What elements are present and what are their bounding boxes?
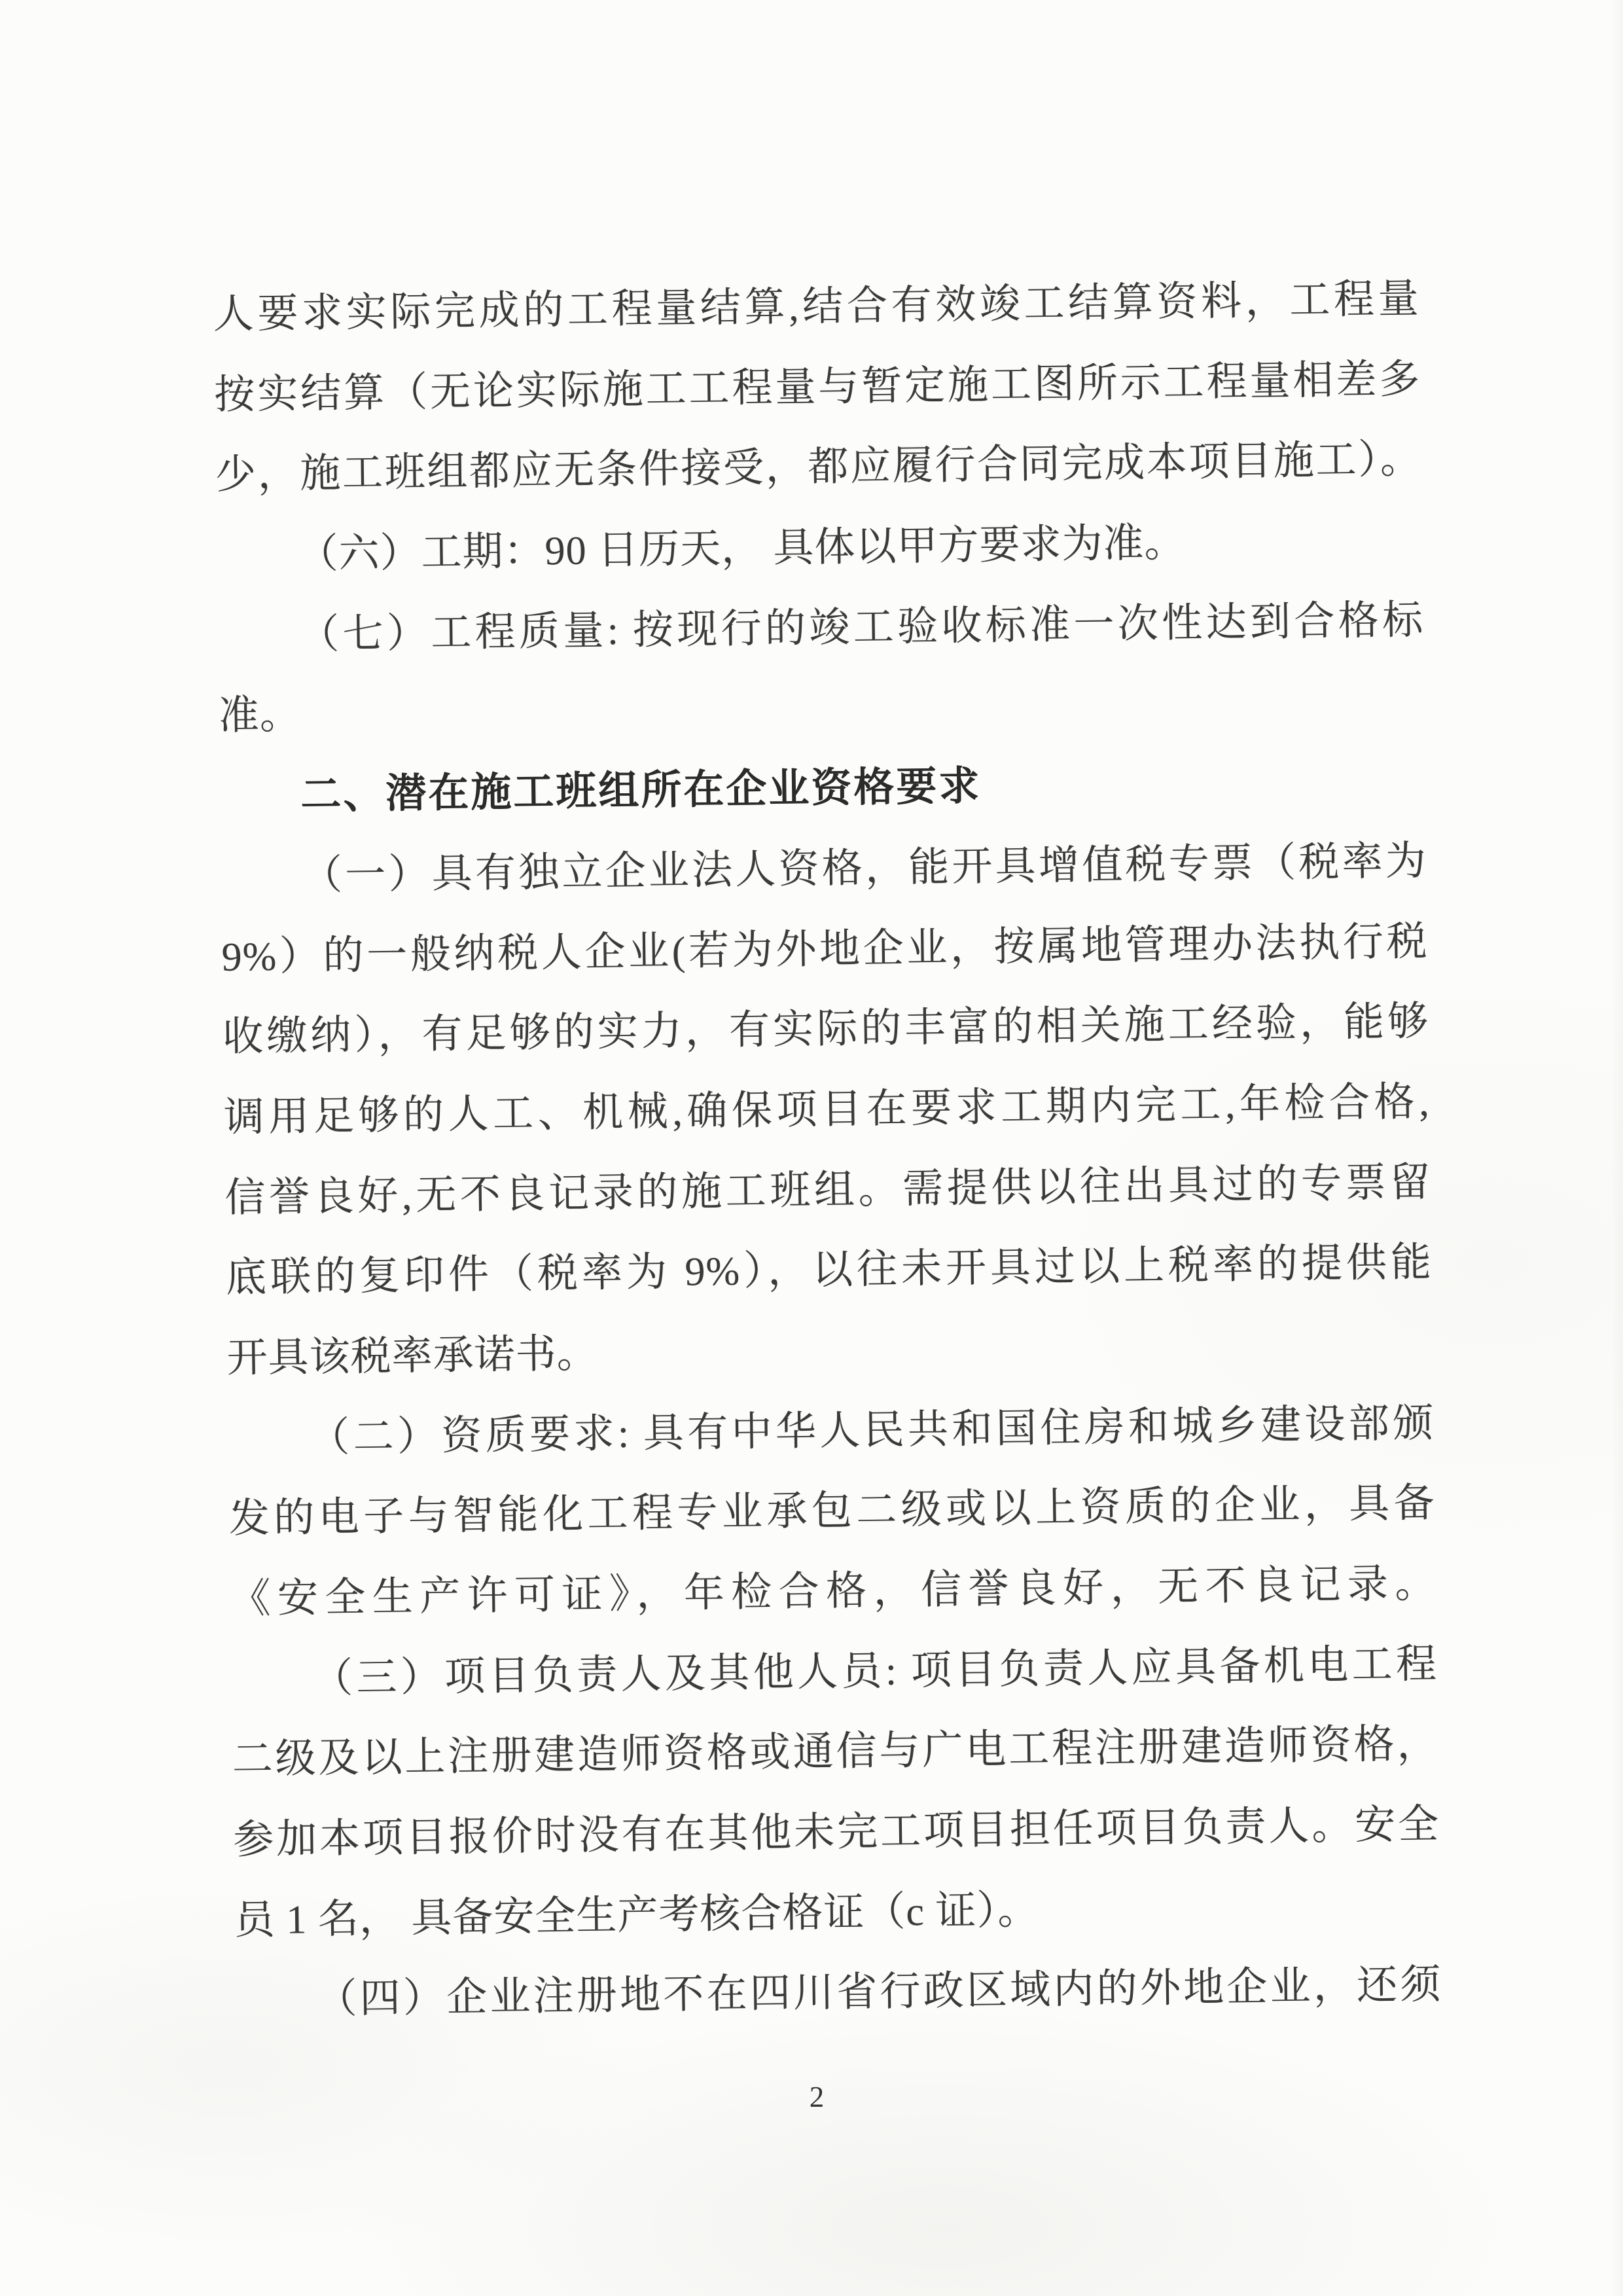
text-line: （七）工程质量: 按现行的竣工验收标准一次性达到合格标 [298,598,1424,658]
text-line: 二、潜在施工班组所在企业资格要求 [300,763,982,818]
text-line: （四）企业注册地不在四川省行政区域内的外地企业，还须 [316,1963,1442,2022]
text-line: 调用足够的人工、机械,确保项目在要求工期内完工,年检合格, [223,1079,1431,1140]
text-line: （三）项目负责人及其他人员: 项目负责人应具备机电工程 [312,1641,1438,1701]
text-line: 员 1 名， 具备安全生产考核合格证（c 证）。 [234,1888,1039,1943]
text-line: 人要求实际完成的工程量结算,结合有效竣工结算资料，工程量 [213,276,1420,337]
text-line: 少，施工班组都应无条件接受，都应履行合同完成本项目施工）。 [215,437,1422,498]
text-line: 收缴纳），有足够的实力，有实际的丰富的相关施工经验，能够 [222,999,1429,1060]
text-line: 信誉良好,无不良记录的施工班组。需提供以往出具过的专票留 [224,1160,1431,1221]
text-line: 《安全生产许可证》，年检合格，信誉良好，无不良记录。 [230,1561,1436,1622]
document-text-block [213,259,1442,2041]
text-line: 准。 [218,692,302,739]
text-line: （一）具有独立企业法人资格，能开具增值税专票（税率为 [301,838,1427,899]
text-line: 按实结算（无论实际施工工程量与暂定施工图所示工程量相差多 [213,357,1421,418]
text-line: （六）工期：90 日历天， 具体以甲方要求为准。 [297,520,1186,577]
text-line: 9%）的一般纳税人企业(若为外地企业，按属地管理办法执行税 [221,919,1428,980]
text-line: 参加本项目报价时没有在其他未完工项目担任项目负责人。安全 [232,1802,1440,1863]
text-line: 发的电子与智能化工程专业承包二级或以上资质的企业，具备 [228,1481,1436,1542]
text-line: （二）资质要求: 具有中华人民共和国住房和城乡建设部颁 [308,1401,1435,1460]
text-line: 底联的复印件（税率为 9%），以往未开具过以上税率的提供能 [225,1240,1433,1301]
text-line: 二级及以上注册建造师资格或通信与广电工程注册建造师资格， [232,1722,1438,1783]
text-line: 开具该税率承诺书。 [226,1331,599,1381]
page-number: 2 [809,2081,825,2113]
